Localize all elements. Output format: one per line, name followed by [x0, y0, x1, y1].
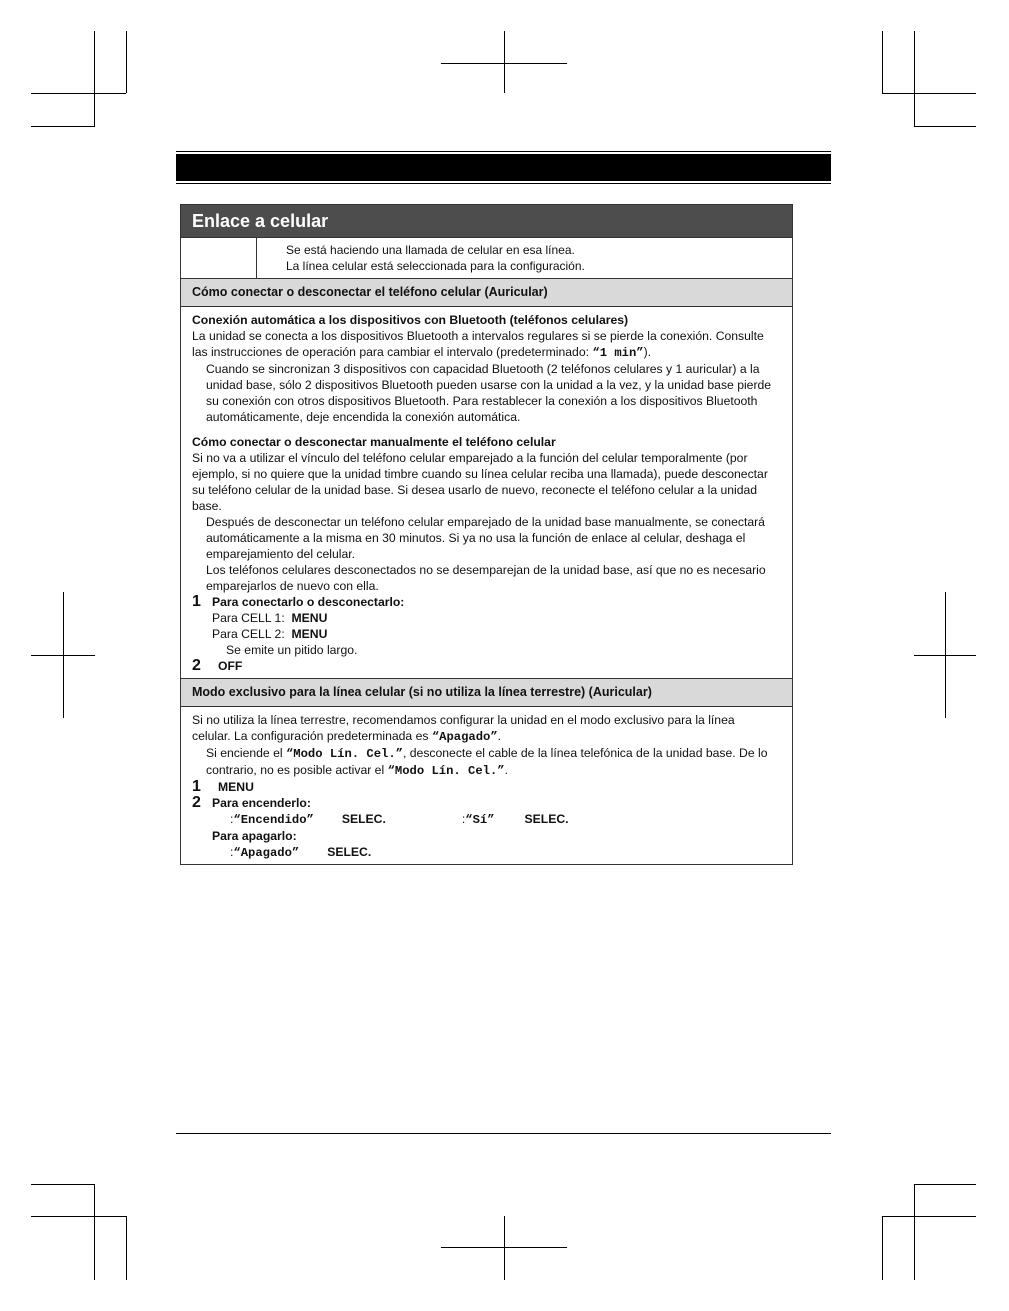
crop-mark [504, 31, 505, 93]
step [192, 658, 780, 674]
step [192, 795, 780, 811]
menu-key: MENU [291, 627, 328, 641]
step-number: 1 [192, 593, 201, 610]
crop-mark [31, 655, 95, 656]
step-detail: :“Encendido” SELEC. :“Sí” SELEC. [230, 812, 569, 827]
section-heading: Cómo conectar o desconectar el teléfono celular (Auricular) [181, 279, 792, 307]
subheading: Conexión automática a los dispositivos con Bluetooth (teléfonos celulares) [192, 313, 629, 327]
note-line: emparejarlos de nuevo con ella. [206, 579, 379, 593]
crop-mark [126, 1216, 127, 1280]
paragraph-line: ejemplo, si no quiere que la unidad timbre cuando su línea celular reciba una llamada), puede desconectar [192, 467, 768, 481]
menu-key: MENU [291, 611, 328, 625]
note-line: Cuando se sincronizan 3 dispositivos con capacidad Bluetooth (2 teléfonos celulares y 1 auricular) a la [206, 362, 760, 376]
paragraph-line: La unidad se conecta a los dispositivos Bluetooth a intervalos regulares si se pierde la conexión. Consulte [192, 329, 764, 343]
crop-mark [126, 31, 127, 93]
section-body [181, 307, 792, 678]
note-line: contrario, no es posible activar el “Modo Lín. Cel.”. [206, 763, 508, 778]
selec-key: SELEC. [341, 812, 386, 826]
note-line: Después de desconectar un teléfono celular emparejado de la unidad base manualmente, se conectará [206, 515, 765, 529]
step-detail: Para CELL 1: MENU [212, 611, 328, 625]
status-line: La línea celular está seleccionada para la configuración. [286, 259, 585, 273]
paragraph-line: Si no va a utilizar el vínculo del teléfono celular emparejado a la función del celular temporalmente (por [192, 451, 748, 465]
status-line: Se está haciendo una llamada de celular en esa línea. [286, 243, 575, 257]
subheading: Cómo conectar o desconectar manualmente el teléfono celular [192, 435, 556, 449]
section-body [181, 707, 792, 865]
header-bar [176, 151, 831, 185]
step-title: Para encenderlo: [212, 796, 311, 810]
paragraph-line: celular. La configuración predeterminada es “Apagado”. [192, 729, 502, 744]
paragraph-line: su teléfono celular de la unidad base. Si desea usarlo de nuevo, reconecte el teléfono celular a la unidad [192, 483, 758, 497]
crop-mark [914, 655, 976, 656]
selec-key: SELEC. [327, 845, 372, 859]
paragraph-line: base. [192, 499, 222, 513]
note-line: su conexión con otros dispositivos Bluetooth. Para restablecer la conexión a los dispositivos Bluetooth [206, 394, 758, 408]
crop-mark [882, 1216, 883, 1280]
status-icon-cell [181, 238, 257, 278]
paragraph-line: Si no utiliza la línea terrestre, recomendamos configurar la unidad en el modo exclusivo para la línea [192, 713, 735, 727]
crop-mark [882, 93, 976, 94]
note-line: Los teléfonos celulares desconectados no se desemparejan de la unidad base, así que no es necesario [206, 563, 766, 577]
setting-value: “1 min” [592, 346, 644, 360]
step [192, 594, 780, 610]
step [192, 779, 780, 795]
off-key: OFF [218, 659, 243, 673]
section-heading: Modo exclusivo para la línea celular (si no utiliza la línea terrestre) (Auricular) [181, 678, 792, 707]
crop-mark [914, 1184, 915, 1280]
step-number: 2 [192, 794, 201, 811]
note-line: Si enciende el “Modo Lín. Cel.”, desconecte el cable de la línea telefónica de la unidad base. De lo [206, 746, 768, 761]
selec-key: SELEC. [524, 812, 569, 826]
crop-mark [882, 31, 883, 93]
crop-mark [94, 31, 95, 127]
setting-value: “Sí” [465, 813, 495, 827]
paragraph-line: las instrucciones de operación para cambiar el intervalo (predeterminado: “1 min”). [192, 345, 652, 360]
note-line: Se emite un pitido largo. [226, 643, 358, 657]
crop-mark [31, 1216, 126, 1217]
note-line: emparejamiento del celular. [206, 547, 356, 561]
step-detail: :“Apagado” SELEC. [230, 845, 372, 860]
step-number: 1 [192, 778, 201, 795]
setting-value: “Modo Lín. Cel.” [285, 747, 403, 761]
crop-mark [441, 1247, 567, 1248]
cell-link-box [180, 204, 793, 865]
menu-key: MENU [218, 780, 254, 794]
setting-value: “Apagado” [431, 730, 498, 744]
box-title: Enlace a celular [181, 205, 792, 238]
status-row [181, 238, 792, 279]
crop-mark [31, 93, 126, 94]
crop-mark [94, 1184, 95, 1280]
crop-mark [31, 126, 95, 127]
step-title: Para apagarlo: [212, 829, 297, 843]
note-line: automáticamente, deje encendida la conexión automática. [206, 410, 521, 424]
setting-value: “Encendido” [233, 813, 314, 827]
setting-value: “Modo Lín. Cel.” [387, 764, 505, 778]
step-number: 2 [192, 657, 201, 674]
note-line: unidad base, sólo 2 dispositivos Bluetooth pueden usarse con la unidad a la vez, y la unidad base pierde [206, 378, 772, 392]
crop-mark [914, 126, 976, 127]
step-detail: Para CELL 2: MENU [212, 627, 328, 641]
footer-rule [176, 1133, 831, 1134]
crop-mark [31, 1184, 95, 1185]
crop-mark [914, 31, 915, 127]
note-line: automáticamente a la misma en 30 minutos. Si ya no usa la función de enlace al celular, deshaga el [206, 531, 746, 545]
setting-value: “Apagado” [233, 846, 300, 860]
crop-mark [914, 1184, 976, 1185]
step-title: Para conectarlo o desconectarlo: [212, 595, 405, 609]
crop-mark [882, 1216, 976, 1217]
crop-mark [504, 1216, 505, 1280]
crop-mark [441, 63, 567, 64]
